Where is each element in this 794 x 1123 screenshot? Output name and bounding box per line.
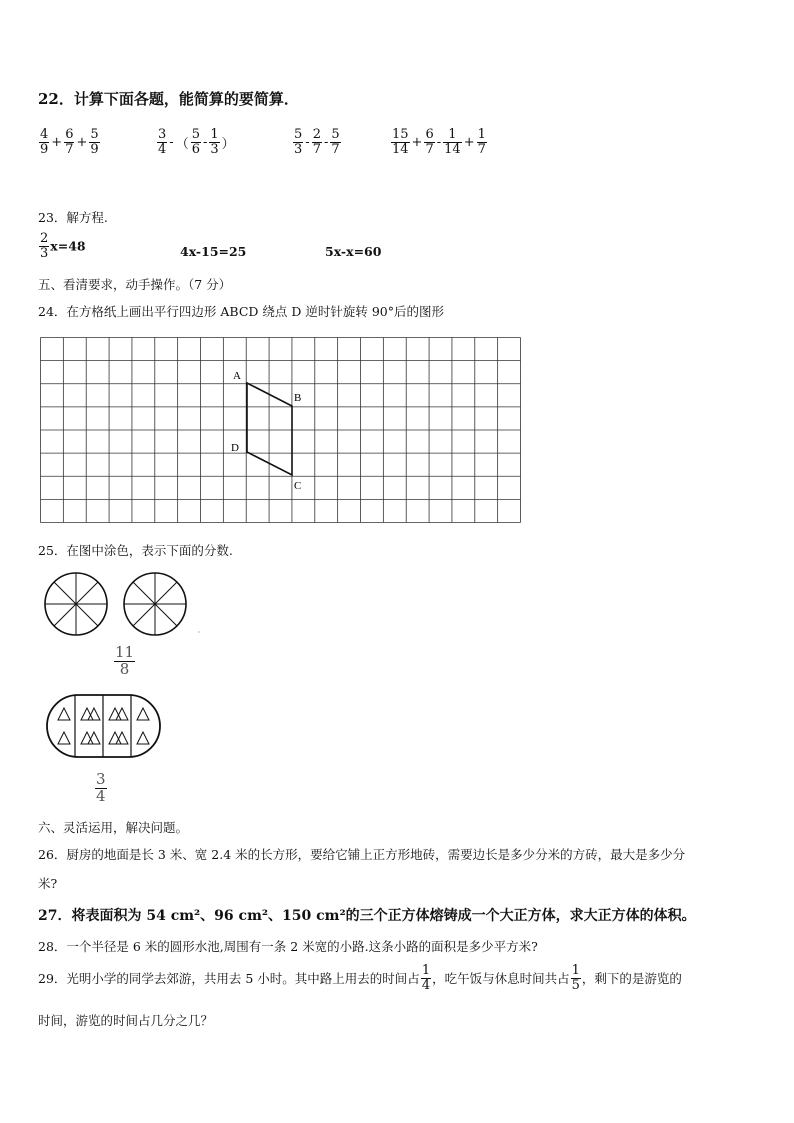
q29-part-1: 29．光明小学的同学去郊游，共用去 5 小时。其中路上用去的时间占	[38, 971, 420, 987]
equation-text: x=48	[50, 238, 86, 254]
q22-expression-2	[156, 128, 236, 156]
q29-part-2: ，吃午饭与休息时间共占	[432, 971, 570, 987]
operator: +	[411, 134, 423, 150]
q29-line-1	[38, 964, 682, 992]
q23-equation-2: 4x-15=25	[180, 244, 247, 259]
q29-part-3: ，剩下的是游览的	[581, 971, 682, 987]
fraction: $\frac{1}{14}$	[444, 127, 461, 157]
operator: -	[305, 134, 310, 150]
q22-title: 22．计算下面各题，能简算的要简算．	[38, 90, 299, 108]
q23-equation-1	[38, 232, 86, 260]
circle-diagrams	[40, 570, 205, 640]
q25-fraction-2	[94, 772, 108, 805]
vertex-label-d: D	[231, 442, 239, 454]
fraction: $\frac{11}{8}$	[115, 643, 135, 678]
section-5-title: 五、看清要求，动手操作。（7 分）	[38, 277, 232, 292]
fraction: $\frac{15}{14}$	[392, 127, 409, 157]
triangle-mark	[137, 708, 149, 720]
fraction: $\frac{1}{5}$	[571, 963, 580, 993]
q25-fraction-1	[113, 645, 136, 678]
fraction: $\frac{5}{7}$	[331, 127, 340, 157]
fraction: $\frac{1}{4}$	[421, 963, 431, 993]
fraction: $\frac{4}{9}$	[40, 127, 49, 157]
triangle-mark	[58, 708, 70, 720]
operator: -	[436, 134, 442, 150]
operator: +	[51, 134, 63, 150]
fraction: $\frac{1}{7}$	[477, 127, 486, 157]
q22-expression-4	[390, 128, 488, 156]
triangle-mark	[137, 732, 149, 744]
parallelogram-abcd	[247, 383, 292, 475]
grid-lines	[41, 338, 521, 523]
grid-paper	[40, 337, 521, 523]
operator: -	[202, 134, 208, 150]
q24-title: 24．在方格纸上画出平行四边形 ABCD 绕点 D 逆时针旋转 90°后的图形	[38, 304, 444, 319]
triangle-mark	[58, 732, 70, 744]
q29-line-2: 时间，游览的时间占几分之几？	[38, 1013, 214, 1028]
operator: +	[76, 134, 88, 150]
fraction: $\frac{5}{3}$	[294, 127, 303, 157]
q25-title: 25．在图中涂色，表示下面的分数.	[38, 543, 233, 558]
circle-divided-eighths-2	[124, 573, 186, 635]
fraction: $\frac{1}{3}$	[210, 127, 219, 157]
q26-line-2: 米?	[38, 876, 58, 891]
fraction: $\frac{5}{6}$	[191, 127, 200, 157]
fraction: $\frac{3}{4}$	[96, 770, 106, 805]
q26-line-1: 26．厨房的地面是长 3 米、宽 2.4 米的长方形，要给它铺上正方形地砖，需要边长是多少分米的方砖，最大是多少分	[38, 847, 686, 862]
q28-text: 28．一个半径是 6 米的圆形水池,周围有一条 2 米宽的小路.这条小路的面积是多少平方米?	[38, 939, 538, 954]
operator: -	[169, 134, 174, 150]
vertex-label-c: C	[294, 480, 302, 492]
q27-text: 27．将表面积为 54 cm²、96 cm²、150 cm²的三个正方体熔铸成一个大正方体，求大正方体的体积。	[38, 908, 696, 924]
q23-title: 23．解方程.	[38, 210, 108, 225]
stadium-shape-triangles	[44, 692, 164, 762]
fraction: $\frac{2}{7}$	[312, 127, 321, 157]
paren: （	[175, 136, 189, 152]
operator: +	[463, 134, 475, 150]
fraction: $\frac{3}{4}$	[158, 127, 167, 157]
vertex-label-a: A	[233, 370, 241, 382]
operator: -	[323, 134, 329, 150]
vertex-label-b: B	[294, 392, 302, 404]
fraction: $\frac{2}{3}$	[40, 231, 49, 261]
circle-divided-eighths-1	[45, 573, 107, 635]
fraction: $\frac{6}{7}$	[425, 127, 434, 157]
q22-expression-1	[38, 128, 101, 156]
q22-expression-3	[292, 128, 342, 156]
paren: ）	[221, 136, 235, 152]
fraction: $\frac{6}{7}$	[65, 127, 74, 157]
q23-equation-3: 5x-x=60	[325, 244, 382, 259]
fraction: $\frac{5}{9}$	[90, 127, 99, 157]
section-6-title: 六、灵活运用，解决问题。	[38, 820, 189, 835]
